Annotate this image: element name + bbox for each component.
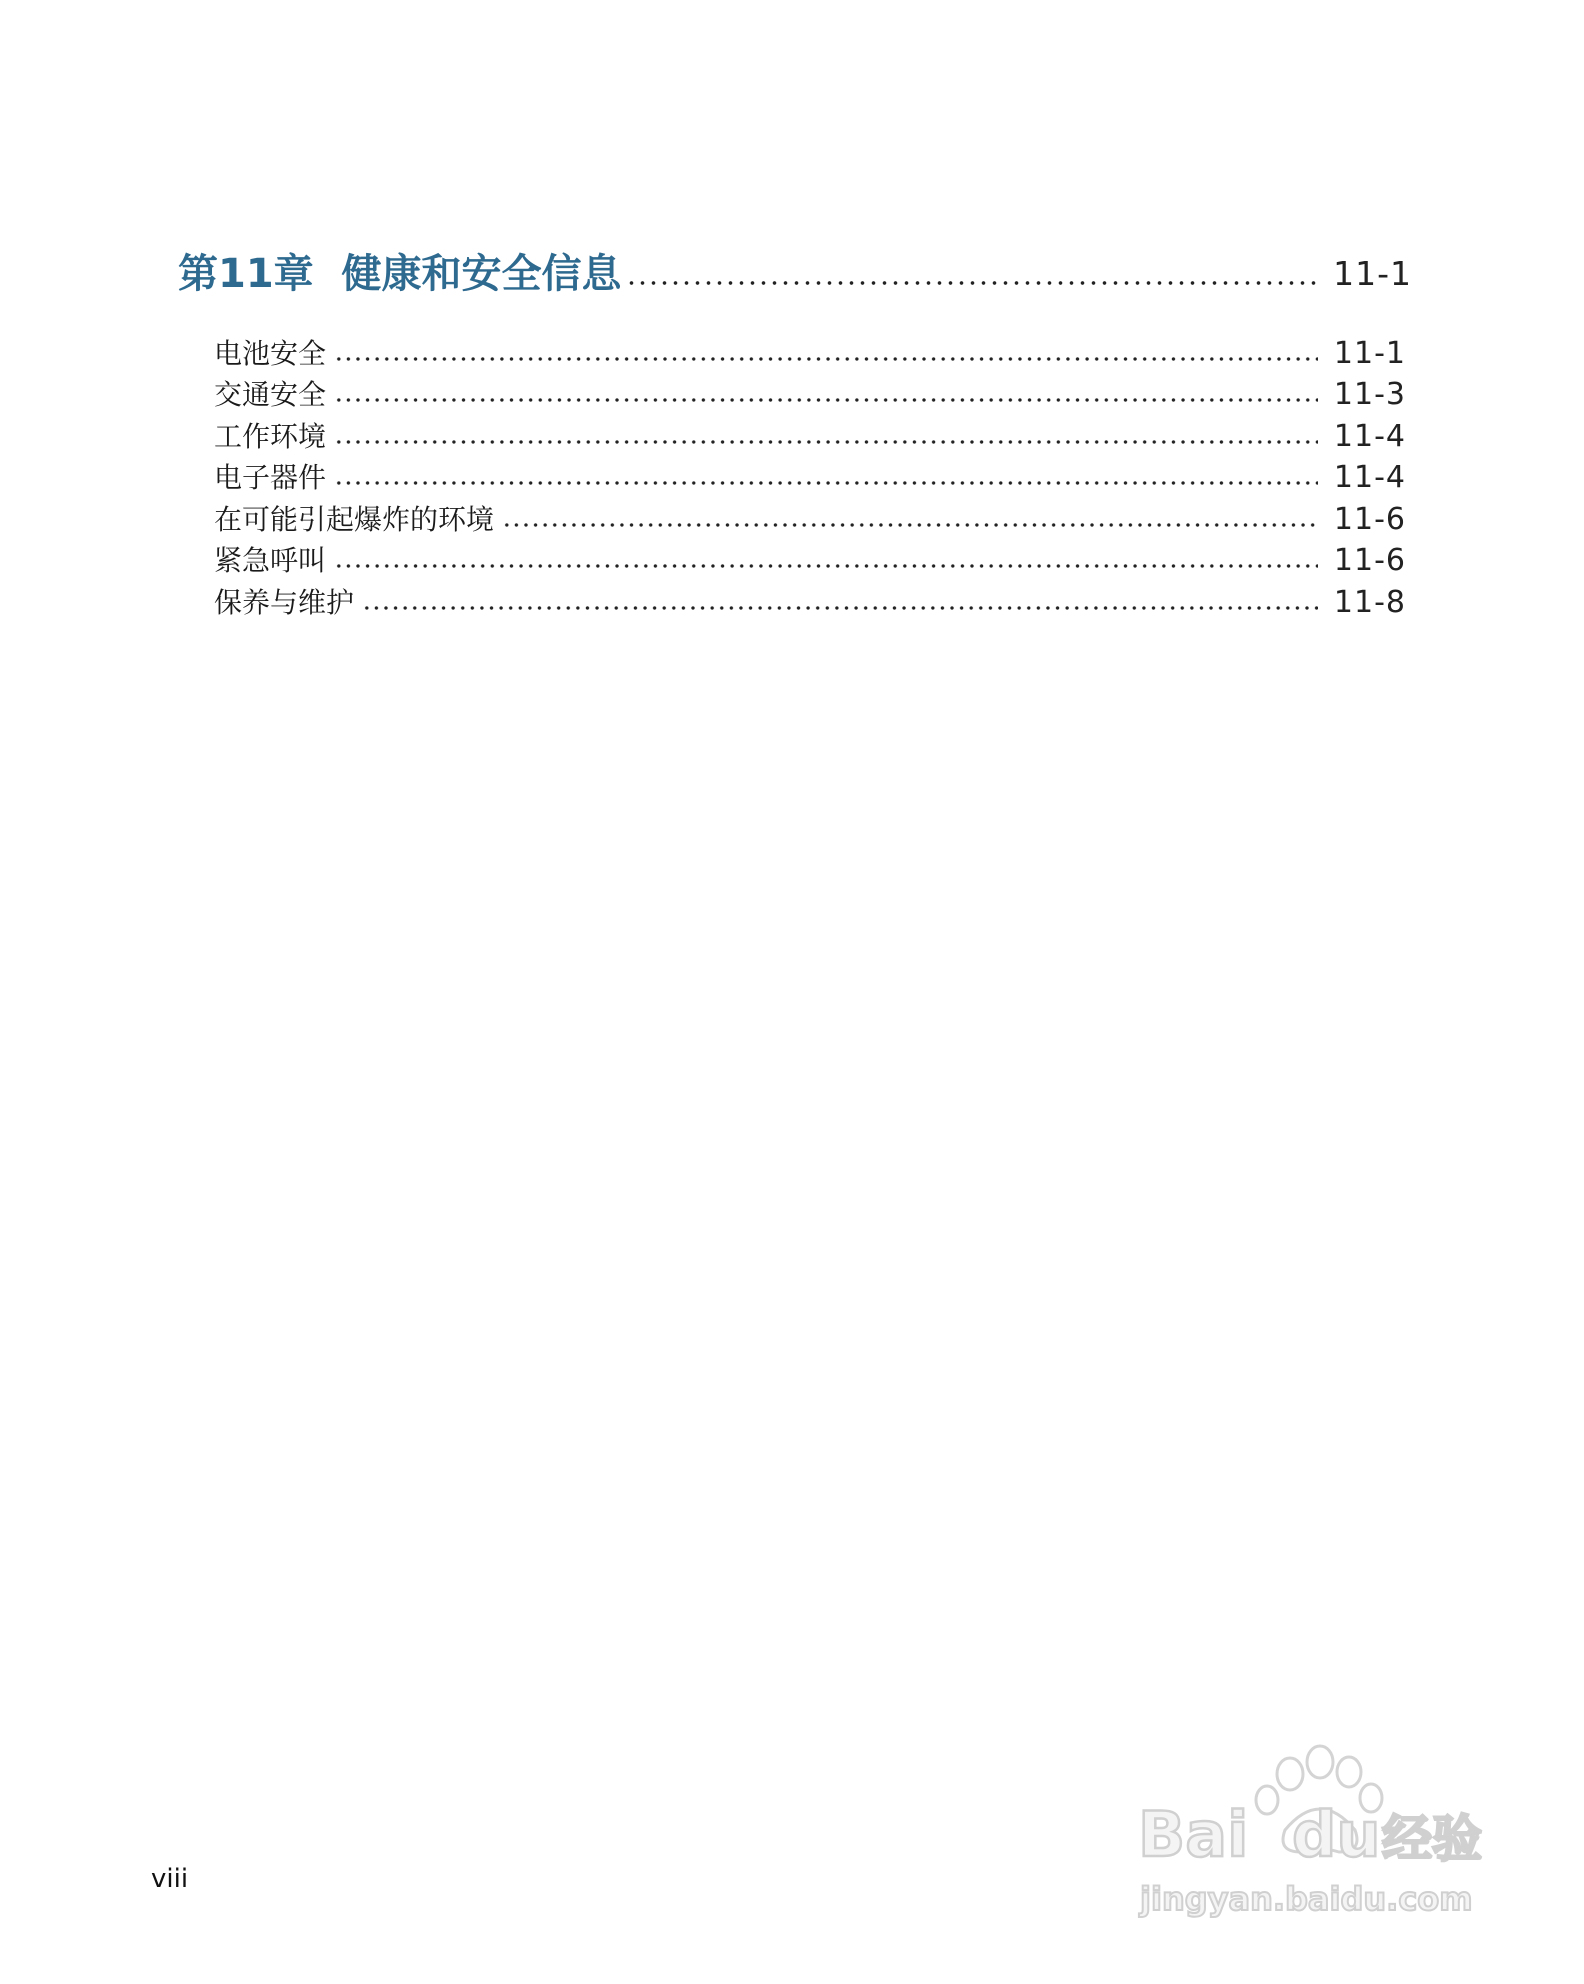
toc-entry[interactable] xyxy=(214,540,1406,582)
chapter-title: 第11章 健康和安全信息 xyxy=(178,251,622,297)
toc-entry-page: 11-1 xyxy=(1333,335,1406,371)
toc-entry-page: 11-6 xyxy=(1333,501,1406,537)
toc-entry-label: 交通安全 xyxy=(214,378,327,411)
toc-entry-label: 在可能引起爆炸的环境 xyxy=(214,502,495,536)
toc-entry[interactable] xyxy=(214,498,1406,540)
dot-leader xyxy=(626,276,1320,290)
dot-leader xyxy=(334,354,1318,364)
toc-entry-label: 工作环境 xyxy=(214,419,327,453)
toc-list xyxy=(214,332,1406,623)
dot-leader xyxy=(334,561,1318,571)
watermark-url-text: jingyan.baidu.com xyxy=(1140,1880,1473,1918)
chapter-page-number: 11-1 xyxy=(1333,254,1412,293)
toc-entry-label: 电子器件 xyxy=(214,461,327,494)
svg-text:du: du xyxy=(1292,1798,1381,1871)
dot-leader xyxy=(334,437,1318,447)
toc-entry-label: 电池安全 xyxy=(214,336,327,370)
toc-entry-page: 11-4 xyxy=(1333,460,1406,495)
page-folio: viii xyxy=(151,1864,189,1894)
toc-entry[interactable] xyxy=(214,415,1406,457)
toc-entry[interactable] xyxy=(214,374,1406,416)
toc-entry-label: 保养与维护 xyxy=(214,585,355,619)
dot-leader xyxy=(502,520,1318,530)
toc-entry-label: 紧急呼叫 xyxy=(214,544,327,577)
dot-leader xyxy=(334,478,1318,488)
dot-leader xyxy=(334,395,1318,405)
watermark-brand-text xyxy=(1138,1798,1482,1871)
chapter-heading-row[interactable] xyxy=(178,246,1412,302)
toc-entry[interactable] xyxy=(214,457,1406,499)
toc-entry[interactable] xyxy=(214,332,1406,374)
toc-entry[interactable] xyxy=(214,581,1406,623)
toc-entry-page: 11-6 xyxy=(1333,543,1406,578)
svg-text:Bai: Bai xyxy=(1138,1798,1249,1871)
toc-entry-page: 11-8 xyxy=(1333,584,1406,620)
toc-entry-page: 11-3 xyxy=(1333,377,1406,412)
svg-text:经验: 经验 xyxy=(1382,1810,1482,1868)
baidu-jingyan-watermark-logo xyxy=(1120,1738,1500,1938)
toc-entry-page: 11-4 xyxy=(1333,418,1406,454)
dot-leader xyxy=(362,603,1318,613)
